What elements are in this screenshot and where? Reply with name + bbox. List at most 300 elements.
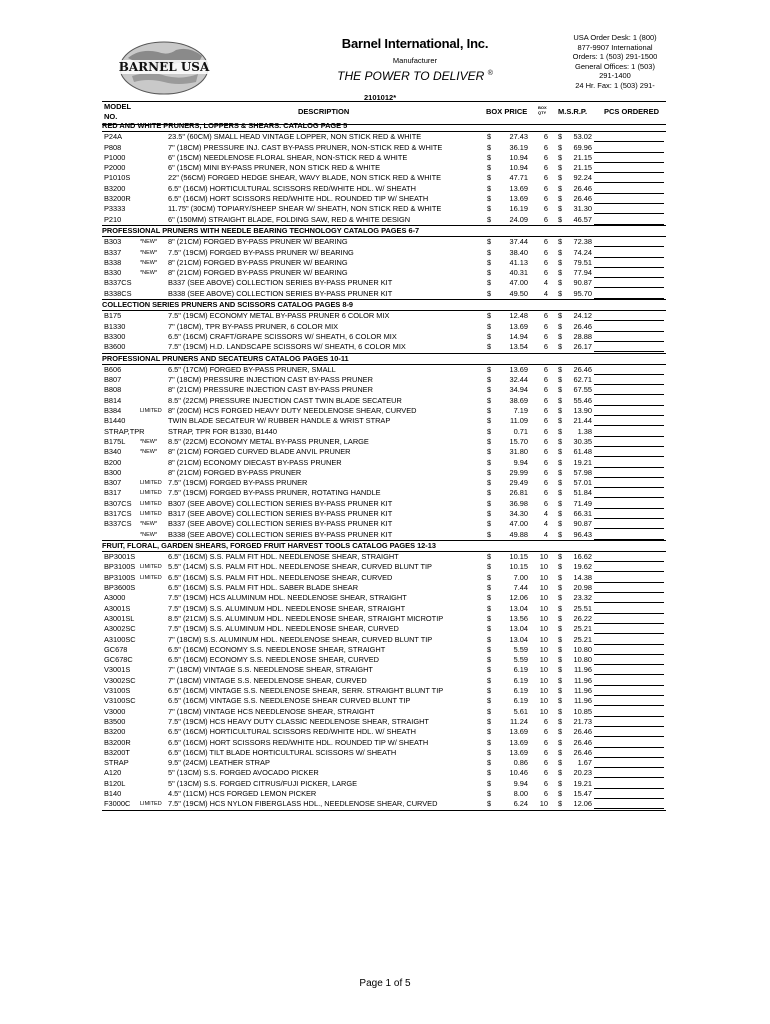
table-row	[102, 686, 666, 696]
currency-symbol: $	[487, 593, 492, 603]
description-cell: 6.5" (16CM) HORTICULTURAL SCISSORS RED/WHITE HDL. W/ SHEATH	[168, 727, 416, 737]
contact-line: General Offices: 1 (503)	[575, 61, 655, 71]
box-price-cell: 11.24	[510, 716, 528, 726]
table-row	[102, 696, 666, 706]
currency-symbol: $	[487, 467, 492, 477]
box-price-cell: 36.19	[509, 142, 528, 152]
box-qty-cell: 6	[543, 737, 548, 747]
box-price-cell: 10.15	[509, 562, 528, 572]
currency-symbol: $	[558, 562, 563, 572]
msrp-cell: 1.38	[577, 426, 592, 436]
box-qty-cell: 6	[543, 204, 548, 214]
model-cell: GC678	[104, 644, 128, 654]
description-cell: 4.5" (11CM) HCS FORGED LEMON PICKER	[168, 789, 317, 798]
description-cell: 5" (13CM) S.S. FORGED AVOCADO PICKER	[168, 768, 319, 778]
pcs-ordered-field[interactable]	[594, 163, 664, 173]
box-qty-cell: 4	[543, 529, 548, 539]
currency-symbol: $	[487, 583, 492, 593]
box-qty-cell: 10	[539, 696, 548, 706]
model-cell: P1000	[104, 152, 126, 162]
msrp-cell: 10.85	[573, 706, 592, 716]
box-price-cell: 47.00	[509, 519, 528, 529]
description-cell: 8.5" (22CM) ECONOMY METAL BY-PASS PRUNER, LARGE	[168, 436, 369, 446]
table-row	[102, 437, 666, 447]
box-price-cell: 11.09	[510, 416, 528, 426]
currency-symbol: $	[558, 686, 563, 696]
currency-symbol: $	[558, 331, 563, 341]
currency-symbol: $	[487, 364, 492, 374]
box-price-cell: 34.30	[509, 508, 528, 518]
table-row	[102, 509, 666, 519]
currency-symbol: $	[487, 416, 492, 426]
pcs-ordered-field[interactable]	[594, 707, 664, 717]
pcs-ordered-field[interactable]	[594, 593, 664, 603]
pcs-ordered-field[interactable]	[594, 727, 664, 737]
description-cell: 8" (21CM) ECONOMY DIECAST BY-PASS PRUNER	[168, 457, 342, 467]
description-cell: 11.75" (30CM) TOPIARY/SHEEP SHEAR W/ SHEATH, NON STICK RED & WHITE	[168, 204, 442, 214]
model-cell: B307	[104, 478, 122, 488]
model-cell: A3002SC	[104, 624, 136, 634]
pcs-ordered-field[interactable]	[594, 332, 664, 342]
box-qty-cell: 10	[539, 799, 548, 809]
box-price-cell: 13.04	[509, 634, 528, 644]
msrp-cell: 10.80	[573, 644, 592, 654]
currency-symbol: $	[558, 529, 563, 539]
box-qty-cell: 10	[539, 552, 548, 562]
msrp-cell: 79.51	[573, 257, 592, 267]
box-price-cell: 7.00	[513, 572, 528, 582]
pcs-ordered-field[interactable]	[594, 562, 664, 572]
col-model-no: NO.	[104, 112, 118, 121]
pcs-ordered-field[interactable]	[594, 173, 664, 183]
tag-cell: LIMITED	[140, 510, 162, 517]
currency-symbol: $	[558, 214, 563, 224]
pcs-ordered-field[interactable]	[594, 530, 664, 540]
description-cell: 7" (18CM) PRESSURE INJECTION CAST BY-PASS PRUNER	[168, 375, 373, 385]
box-qty-cell: 6	[543, 257, 548, 267]
pcs-ordered-field[interactable]	[594, 204, 664, 214]
table-row	[102, 799, 666, 810]
box-price-cell: 6.19	[513, 675, 528, 685]
box-qty-cell: 10	[539, 603, 548, 613]
model-cell: B3200	[104, 183, 126, 193]
model-cell: B1330	[104, 321, 126, 331]
pcs-ordered-field[interactable]	[594, 268, 664, 278]
msrp-cell: 23.32	[573, 593, 592, 603]
box-qty-cell: 6	[543, 478, 548, 488]
pcs-ordered-field[interactable]	[594, 437, 664, 447]
box-price-cell: 41.13	[509, 257, 528, 267]
model-cell: GC678C	[104, 655, 133, 665]
description-cell: 8" (21CM) FORGED CURVED BLADE ANVIL PRUNER	[168, 447, 351, 457]
msrp-cell: 53.02	[573, 132, 592, 142]
currency-symbol: $	[487, 644, 492, 654]
description-cell: 5" (13CM) S.S. FORGED CITRUS/FUJI PICKER, LARGE	[168, 778, 358, 788]
box-qty-cell: 6	[543, 375, 548, 385]
pcs-ordered-field[interactable]	[594, 396, 664, 406]
model-cell: B120L	[104, 778, 126, 788]
table-row	[102, 573, 666, 583]
model-cell: B338CS	[104, 288, 132, 298]
currency-symbol: $	[558, 183, 563, 193]
pcs-ordered-field[interactable]	[594, 604, 664, 614]
pcs-ordered-field[interactable]	[594, 184, 664, 194]
msrp-cell: 14.38	[573, 572, 592, 582]
msrp-cell: 61.48	[573, 447, 592, 457]
table-row	[102, 707, 666, 717]
currency-symbol: $	[558, 583, 563, 593]
table-row	[102, 789, 666, 799]
pcs-ordered-field[interactable]	[594, 342, 664, 352]
tag-cell: *NEW*	[140, 259, 158, 266]
description-cell: 6" (150MM) STRAIGHT BLADE, FOLDING SAW, RED & WHITE DESIGN	[168, 214, 411, 224]
table-row	[102, 237, 666, 247]
pcs-ordered-field[interactable]	[594, 416, 664, 426]
table-row	[102, 458, 666, 468]
pcs-ordered-field[interactable]	[594, 573, 664, 583]
pcs-ordered-field[interactable]	[594, 738, 664, 748]
currency-symbol: $	[487, 311, 492, 321]
currency-symbol: $	[558, 278, 563, 288]
description-cell: 7.5" (19CM) H.D. LANDSCAPE SCISSORS W/ SHEATH, 6 COLOR MIX	[168, 342, 406, 352]
model-cell: V3000	[104, 706, 126, 716]
msrp-cell: 31.30	[573, 204, 592, 214]
currency-symbol: $	[487, 406, 492, 416]
msrp-cell: 25.51	[573, 603, 592, 613]
table-row	[102, 530, 666, 541]
currency-symbol: $	[558, 478, 563, 488]
box-price-cell: 5.59	[513, 644, 528, 654]
table-row	[102, 311, 666, 321]
pcs-ordered-field[interactable]	[594, 655, 664, 665]
box-price-cell: 47.00	[509, 278, 528, 288]
pcs-ordered-field[interactable]	[594, 717, 664, 727]
box-price-cell: 29.99	[509, 467, 528, 477]
table-row	[102, 427, 666, 437]
currency-symbol: $	[487, 447, 492, 457]
msrp-cell: 16.62	[573, 552, 592, 562]
col-box-qty: BOX QTY	[538, 105, 547, 115]
description-cell: 7" (18CM) VINTAGE S.S. NEEDLENOSE SHEAR, CURVED	[168, 675, 367, 685]
pcs-ordered-field[interactable]	[594, 645, 664, 655]
msrp-cell: 77.94	[573, 268, 592, 278]
pcs-ordered-field[interactable]	[594, 478, 664, 488]
box-price-cell: 29.49	[509, 478, 528, 488]
description-cell: 7" (18CM) S.S. ALUMINUM HDL. NEEDLENOSE SHEAR, CURVED BLUNT TIP	[168, 634, 433, 644]
currency-symbol: $	[487, 173, 492, 183]
box-price-cell: 6.19	[513, 686, 528, 696]
model-cell: B317CS	[104, 508, 132, 518]
table-row	[102, 614, 666, 624]
model-cell: B807	[104, 375, 122, 385]
currency-symbol: $	[487, 183, 492, 193]
pcs-ordered-field[interactable]	[594, 258, 664, 268]
table-row	[102, 478, 666, 488]
box-qty-cell: 6	[543, 416, 548, 426]
box-price-cell: 40.31	[509, 268, 528, 278]
pcs-ordered-field[interactable]	[594, 635, 664, 645]
currency-symbol: $	[558, 342, 563, 352]
pcs-ordered-field[interactable]	[594, 153, 664, 163]
currency-symbol: $	[487, 686, 492, 696]
description-cell: 6.5" (16CM) TILT BLADE HORTICULTURAL SCISSORS W/ SHEATH	[168, 747, 397, 757]
description-cell: 8" (21CM) FORGED BY-PASS PRUNER W/ BEARING	[168, 237, 348, 247]
currency-symbol: $	[558, 624, 563, 634]
box-price-cell: 13.69	[509, 737, 528, 747]
table-row	[102, 738, 666, 748]
svg-text:BARNEL USA: BARNEL USA	[118, 60, 210, 74]
pcs-ordered-field[interactable]	[594, 686, 664, 696]
pcs-ordered-field[interactable]	[594, 552, 664, 562]
box-price-cell: 0.86	[513, 758, 528, 768]
table-row	[102, 406, 666, 416]
description-cell: 6.5" (16CM) HORTICULTURAL SCISSORS RED/WHITE HDL. W/ SHEATH	[168, 183, 416, 193]
currency-symbol: $	[558, 321, 563, 331]
box-qty-cell: 6	[543, 268, 548, 278]
model-cell: V3001S	[104, 665, 131, 675]
currency-symbol: $	[487, 655, 492, 665]
currency-symbol: $	[487, 789, 492, 798]
table-row	[102, 268, 666, 278]
msrp-cell: 69.96	[573, 142, 592, 152]
description-cell: 9.5" (24CM) LEATHER STRAP	[168, 758, 270, 768]
currency-symbol: $	[558, 799, 563, 809]
section-heading: PROFESSIONAL PRUNERS AND SECATEURS CATALOG PAGES 10-11	[102, 354, 666, 365]
currency-symbol: $	[487, 562, 492, 572]
description-cell: 6.5" (16CM) S.S. PALM FIT HDL. NEEDLENOSE SHEAR, CURVED	[168, 572, 393, 582]
price-table	[102, 121, 666, 811]
msrp-cell: 26.46	[573, 321, 592, 331]
box-price-cell: 6.24	[513, 799, 528, 809]
table-row	[102, 248, 666, 258]
description-cell: 6" (15CM) MINI BY-PASS PRUNER, NON STICK RED & WHITE	[168, 163, 381, 173]
box-price-cell: 0.71	[513, 426, 528, 436]
box-qty-cell: 10	[539, 655, 548, 665]
pcs-ordered-field[interactable]	[594, 365, 664, 375]
msrp-cell: 21.73	[573, 716, 592, 726]
pcs-ordered-field[interactable]	[594, 278, 664, 288]
company-subtitle: Manufacturer	[392, 56, 438, 65]
box-price-cell: 5.61	[513, 706, 528, 716]
pcs-ordered-field[interactable]	[594, 758, 664, 768]
box-price-cell: 7.44	[513, 583, 528, 593]
pcs-ordered-field[interactable]	[594, 447, 664, 457]
currency-symbol: $	[487, 478, 492, 488]
tag-cell: LIMITED	[140, 564, 162, 571]
table-row	[102, 396, 666, 406]
box-price-cell: 13.69	[509, 747, 528, 757]
description-cell: 5.5" (14CM) S.S. PALM FIT HDL. NEEDLENOSE SHEAR, CURVED BLUNT TIP	[168, 562, 432, 572]
table-row	[102, 173, 666, 183]
box-qty-cell: 4	[543, 288, 548, 298]
currency-symbol: $	[558, 311, 563, 321]
box-qty-cell: 6	[543, 406, 548, 416]
description-cell: 7.5" (19CM) HCS NYLON FIBERGLASS HDL., NEEDLENOSE SHEAR, CURVED	[168, 799, 438, 809]
currency-symbol: $	[487, 572, 492, 582]
model-cell: STRAP,TPR	[104, 426, 145, 436]
msrp-cell: 11.96	[574, 686, 592, 696]
box-qty-cell: 6	[543, 426, 548, 436]
tag-cell: *NEW*	[140, 449, 158, 456]
msrp-cell: 11.96	[574, 696, 592, 706]
pcs-ordered-field[interactable]	[594, 143, 664, 153]
box-price-cell: 37.44	[509, 237, 528, 247]
currency-symbol: $	[487, 613, 492, 623]
box-price-cell: 9.94	[513, 457, 528, 467]
table-row	[102, 447, 666, 457]
pcs-ordered-field[interactable]	[594, 194, 664, 204]
box-qty-cell: 6	[543, 311, 548, 321]
msrp-cell: 57.01	[573, 478, 592, 488]
currency-symbol: $	[487, 747, 492, 757]
tag-cell: LIMITED	[140, 801, 162, 808]
box-qty-cell: 6	[543, 321, 548, 331]
pcs-ordered-field[interactable]	[594, 509, 664, 519]
pcs-ordered-field[interactable]	[594, 237, 664, 247]
pcs-ordered-field[interactable]	[594, 458, 664, 468]
box-qty-cell: 6	[543, 183, 548, 193]
pcs-ordered-field[interactable]	[594, 215, 664, 225]
table-row	[102, 332, 666, 342]
pcs-ordered-field[interactable]	[594, 248, 664, 258]
table-row	[102, 184, 666, 194]
pcs-ordered-field[interactable]	[594, 322, 664, 332]
box-qty-cell: 6	[543, 436, 548, 446]
pcs-ordered-field[interactable]	[594, 748, 664, 758]
pcs-ordered-field[interactable]	[594, 676, 664, 686]
pcs-ordered-field[interactable]	[594, 499, 664, 509]
description-cell: 6.5" (16CM) ECONOMY S.S. NEEDLENOSE SHEAR, CURVED	[168, 655, 379, 665]
box-qty-cell: 6	[543, 488, 548, 498]
currency-symbol: $	[487, 488, 492, 498]
company-slogan: THE POWER TO DELIVER ®	[337, 69, 493, 83]
currency-symbol: $	[487, 132, 492, 142]
model-cell: A3000	[104, 593, 126, 603]
pcs-ordered-field[interactable]	[594, 468, 664, 478]
table-row	[102, 215, 666, 226]
currency-symbol: $	[487, 436, 492, 446]
section-heading: COLLECTION SERIES PRUNERS AND SCISSORS CATALOG PAGES 8-9	[102, 300, 666, 311]
pcs-ordered-field[interactable]	[594, 289, 664, 299]
description-cell: 8" (21CM) PRESSURE INJECTION CAST BY-PASS PRUNER	[168, 385, 373, 395]
box-qty-cell: 6	[543, 727, 548, 737]
msrp-cell: 26.46	[573, 183, 592, 193]
pcs-ordered-field[interactable]	[594, 519, 664, 529]
model-cell: P2000	[104, 163, 126, 173]
pcs-ordered-field[interactable]	[594, 583, 664, 593]
model-cell: A120	[104, 768, 122, 778]
pcs-ordered-field[interactable]	[594, 768, 664, 778]
description-cell: 6.5" (16CM) HORT SCISSORS RED/WHITE HDL. ROUNDED TIP W/ SHEATH	[168, 737, 429, 747]
box-qty-cell: 10	[539, 593, 548, 603]
pcs-ordered-field[interactable]	[594, 311, 664, 321]
msrp-cell: 26.22	[573, 613, 592, 623]
model-cell: P808	[104, 142, 122, 152]
box-qty-cell: 6	[543, 214, 548, 224]
description-cell: 8" (21CM) FORGED BY-PASS PRUNER W/ BEARING	[168, 268, 348, 278]
currency-symbol: $	[487, 716, 492, 726]
pcs-ordered-field[interactable]	[594, 427, 664, 437]
pcs-ordered-field[interactable]	[594, 789, 664, 799]
box-price-cell: 13.69	[509, 321, 528, 331]
description-cell: 7.5" (19CM) FORGED BY-PASS PRUNER, ROTATING HANDLE	[168, 488, 381, 498]
pcs-ordered-field[interactable]	[594, 624, 664, 634]
currency-symbol: $	[487, 675, 492, 685]
currency-symbol: $	[487, 268, 492, 278]
description-cell: 6.5" (16CM) VINTAGE S.S. NEEDLENOSE SHEAR CURVED BLUNT TIP	[168, 696, 411, 706]
currency-symbol: $	[487, 727, 492, 737]
pcs-ordered-field[interactable]	[594, 406, 664, 416]
pcs-ordered-field[interactable]	[594, 799, 664, 809]
pcs-ordered-field[interactable]	[594, 779, 664, 789]
description-cell: STRAP, TPR FOR B1330, B1440	[168, 426, 277, 436]
pcs-ordered-field[interactable]	[594, 665, 664, 675]
msrp-cell: 1.67	[577, 758, 592, 768]
model-cell: B337	[104, 247, 122, 257]
pcs-ordered-field[interactable]	[594, 385, 664, 395]
model-cell: P3333	[104, 204, 126, 214]
box-qty-cell: 10	[539, 562, 548, 572]
pcs-ordered-field[interactable]	[594, 375, 664, 385]
box-qty-cell: 6	[543, 163, 548, 173]
table-row	[102, 499, 666, 509]
currency-symbol: $	[487, 552, 492, 562]
msrp-cell: 20.23	[573, 768, 592, 778]
model-cell: P210	[104, 214, 122, 224]
msrp-cell: 72.38	[573, 237, 592, 247]
catalog-number: 2101012*	[364, 93, 397, 102]
currency-symbol: $	[558, 436, 563, 446]
pcs-ordered-field[interactable]	[594, 614, 664, 624]
currency-symbol: $	[558, 613, 563, 623]
model-cell: B330	[104, 268, 122, 278]
currency-symbol: $	[487, 194, 492, 204]
tag-cell: LIMITED	[140, 490, 162, 497]
currency-symbol: $	[487, 395, 492, 405]
currency-symbol: $	[487, 665, 492, 675]
box-qty-cell: 4	[543, 508, 548, 518]
box-price-cell: 6.19	[513, 665, 528, 675]
col-model: MODEL	[104, 102, 132, 111]
description-cell: 6.5" (16CM) S.S. PALM FIT HDL. SABER BLADE SHEAR	[168, 583, 359, 593]
model-cell: A3100SC	[104, 634, 136, 644]
currency-symbol: $	[558, 375, 563, 385]
model-cell: B317	[104, 488, 122, 498]
description-cell: 6.5" (16CM) S.S. PALM FIT HDL. NEEDLENOSE SHEAR, STRAIGHT	[168, 552, 399, 562]
model-cell: B140	[104, 789, 122, 798]
model-cell: B3200T	[104, 747, 130, 757]
description-cell: 7" (18CM) VINTAGE S.S. NEEDLENOSE SHEAR, STRAIGHT	[168, 665, 373, 675]
box-qty-cell: 6	[543, 498, 548, 508]
barnel-logo	[110, 36, 218, 102]
msrp-cell: 26.46	[573, 737, 592, 747]
box-qty-cell: 6	[543, 447, 548, 457]
currency-symbol: $	[558, 204, 563, 214]
currency-symbol: $	[558, 268, 563, 278]
currency-symbol: $	[558, 593, 563, 603]
box-price-cell: 13.69	[509, 364, 528, 374]
currency-symbol: $	[558, 644, 563, 654]
msrp-cell: 25.21	[573, 624, 592, 634]
msrp-cell: 55.46	[573, 395, 592, 405]
pcs-ordered-field[interactable]	[594, 488, 664, 498]
pcs-ordered-field[interactable]	[594, 696, 664, 706]
box-price-cell: 13.69	[509, 183, 528, 193]
currency-symbol: $	[558, 778, 563, 788]
msrp-cell: 25.21	[573, 634, 592, 644]
tag-cell: *NEW*	[140, 531, 158, 538]
pcs-ordered-field[interactable]	[594, 132, 664, 142]
